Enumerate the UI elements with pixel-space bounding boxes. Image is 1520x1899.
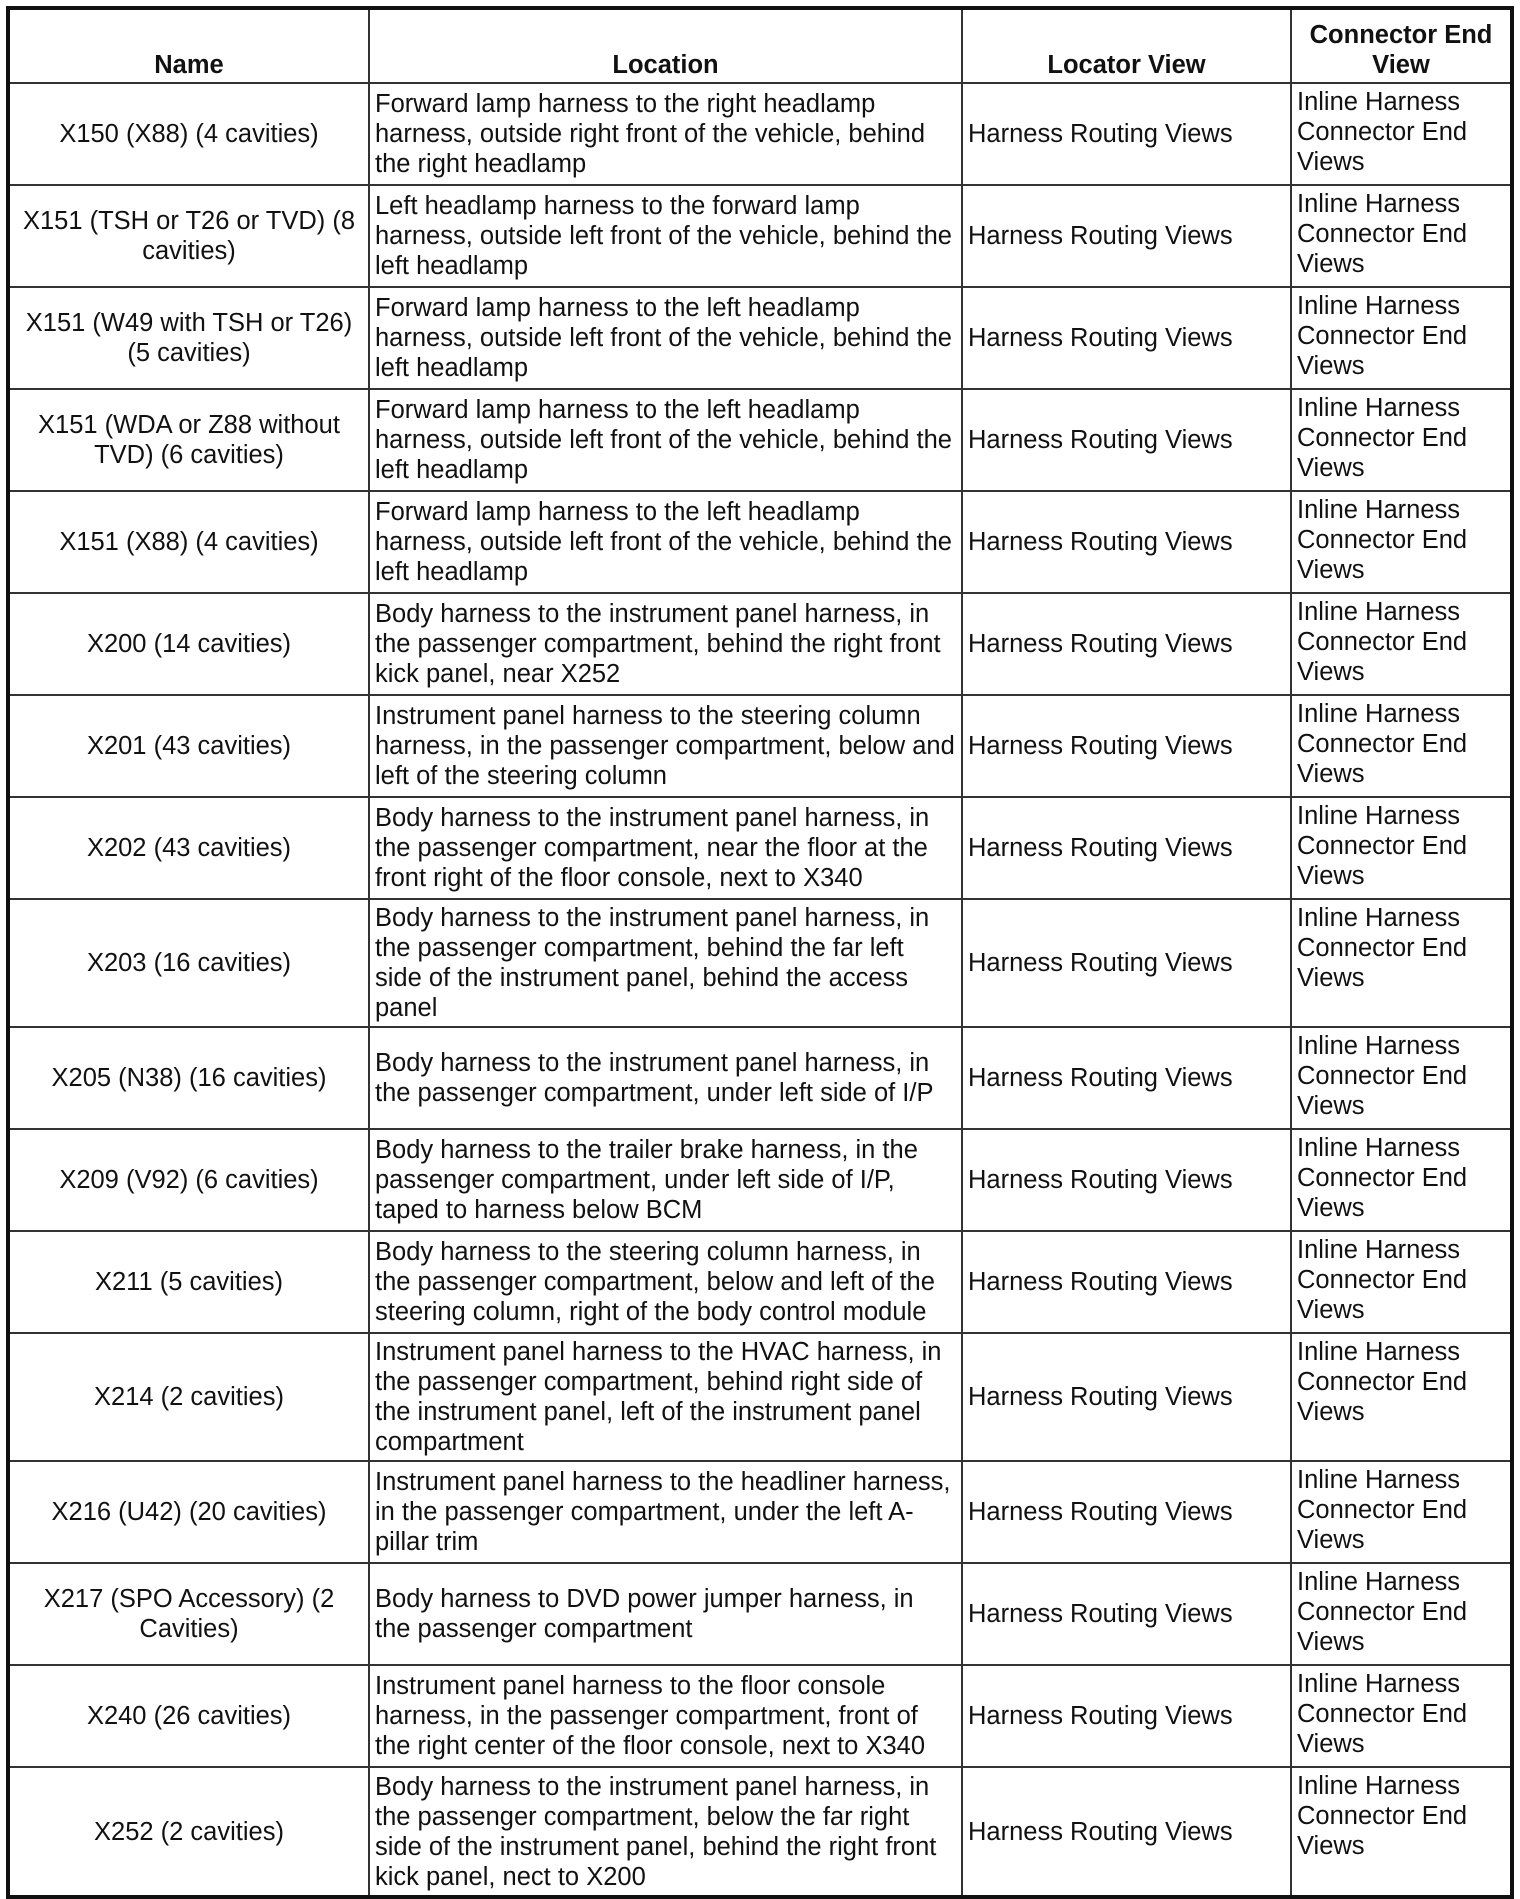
cell-location: Body harness to DVD power jumper harness, in the passenger compartment — [369, 1563, 962, 1665]
cell-connector-end-view: Inline Harness Connector End Views — [1291, 389, 1512, 491]
cell-connector-end-view: Inline Harness Connector End Views — [1291, 1129, 1512, 1231]
table-row — [8, 1333, 1512, 1461]
table-row — [8, 1129, 1512, 1231]
cell-location: Body harness to the instrument panel harness, in the passenger compartment, behind the right front kick panel, near X252 — [369, 593, 962, 695]
cell-name: X151 (TSH or T26 or TVD) (8 cavities) — [8, 185, 369, 287]
table-row — [8, 83, 1512, 185]
header-location: Location — [369, 8, 962, 83]
cell-location: Forward lamp harness to the left headlamp harness, outside left front of the vehicle, behind the left headlamp — [369, 389, 962, 491]
cell-connector-end-view: Inline Harness Connector End Views — [1291, 695, 1512, 797]
cell-locator-view: Harness Routing Views — [962, 899, 1291, 1027]
cell-name: X202 (43 cavities) — [8, 797, 369, 899]
cell-locator-view: Harness Routing Views — [962, 1129, 1291, 1231]
cell-name: X205 (N38) (16 cavities) — [8, 1027, 369, 1129]
connector-table — [6, 6, 1514, 1899]
cell-locator-view: Harness Routing Views — [962, 695, 1291, 797]
cell-location: Body harness to the trailer brake harness, in the passenger compartment, under left side of I/P, taped to harness below BCM — [369, 1129, 962, 1231]
cell-connector-end-view: Inline Harness Connector End Views — [1291, 83, 1512, 185]
cell-locator-view: Harness Routing Views — [962, 83, 1291, 185]
cell-locator-view: Harness Routing Views — [962, 1231, 1291, 1333]
table-row — [8, 797, 1512, 899]
header-row — [8, 8, 1512, 83]
cell-connector-end-view: Inline Harness Connector End Views — [1291, 1333, 1512, 1461]
table-row — [8, 185, 1512, 287]
cell-locator-view: Harness Routing Views — [962, 491, 1291, 593]
cell-name: X203 (16 cavities) — [8, 899, 369, 1027]
cell-locator-view: Harness Routing Views — [962, 287, 1291, 389]
cell-name: X240 (26 cavities) — [8, 1665, 369, 1767]
cell-location: Forward lamp harness to the left headlamp harness, outside left front of the vehicle, behind the left headlamp — [369, 491, 962, 593]
cell-name: X151 (W49 with TSH or T26) (5 cavities) — [8, 287, 369, 389]
cell-connector-end-view: Inline Harness Connector End Views — [1291, 1461, 1512, 1563]
cell-location: Body harness to the instrument panel harness, in the passenger compartment, behind the far left side of the instrument panel, behind the access panel — [369, 899, 962, 1027]
cell-name: X214 (2 cavities) — [8, 1333, 369, 1461]
cell-locator-view: Harness Routing Views — [962, 797, 1291, 899]
cell-locator-view: Harness Routing Views — [962, 1767, 1291, 1897]
table-row — [8, 695, 1512, 797]
cell-location: Body harness to the instrument panel harness, in the passenger compartment, below the far right side of the instrument panel, behind the right front kick panel, nect to X200 — [369, 1767, 962, 1897]
table-row — [8, 1231, 1512, 1333]
cell-connector-end-view: Inline Harness Connector End Views — [1291, 899, 1512, 1027]
cell-name: X216 (U42) (20 cavities) — [8, 1461, 369, 1563]
cell-location: Instrument panel harness to the floor console harness, in the passenger compartment, front of the right center of the floor console, next to X340 — [369, 1665, 962, 1767]
table-row — [8, 593, 1512, 695]
table-row — [8, 899, 1512, 1027]
cell-locator-view: Harness Routing Views — [962, 1027, 1291, 1129]
cell-name: X217 (SPO Accessory) (2 Cavities) — [8, 1563, 369, 1665]
cell-name: X150 (X88) (4 cavities) — [8, 83, 369, 185]
cell-name: X209 (V92) (6 cavities) — [8, 1129, 369, 1231]
table-row — [8, 1665, 1512, 1767]
cell-location: Forward lamp harness to the right headlamp harness, outside right front of the vehicle, behind the right headlamp — [369, 83, 962, 185]
cell-name: X200 (14 cavities) — [8, 593, 369, 695]
cell-locator-view: Harness Routing Views — [962, 185, 1291, 287]
cell-name: X201 (43 cavities) — [8, 695, 369, 797]
cell-location: Body harness to the instrument panel harness, in the passenger compartment, near the floor at the front right of the floor console, next to X340 — [369, 797, 962, 899]
cell-locator-view: Harness Routing Views — [962, 1461, 1291, 1563]
header-name: Name — [8, 8, 369, 83]
cell-locator-view: Harness Routing Views — [962, 389, 1291, 491]
cell-locator-view: Harness Routing Views — [962, 1563, 1291, 1665]
cell-location: Instrument panel harness to the HVAC harness, in the passenger compartment, behind right side of the instrument panel, left of the instrument panel compartment — [369, 1333, 962, 1461]
cell-location: Instrument panel harness to the steering column harness, in the passenger compartment, below and left of the steering column — [369, 695, 962, 797]
cell-connector-end-view: Inline Harness Connector End Views — [1291, 185, 1512, 287]
table-row — [8, 1563, 1512, 1665]
cell-locator-view: Harness Routing Views — [962, 1333, 1291, 1461]
cell-connector-end-view: Inline Harness Connector End Views — [1291, 287, 1512, 389]
table-row — [8, 1461, 1512, 1563]
cell-connector-end-view: Inline Harness Connector End Views — [1291, 1767, 1512, 1897]
cell-location: Left headlamp harness to the forward lamp harness, outside left front of the vehicle, behind the left headlamp — [369, 185, 962, 287]
cell-location: Body harness to the instrument panel harness, in the passenger compartment, under left side of I/P — [369, 1027, 962, 1129]
table-row — [8, 1027, 1512, 1129]
header-connector-end-view: Connector End View — [1291, 8, 1512, 83]
cell-connector-end-view: Inline Harness Connector End Views — [1291, 1665, 1512, 1767]
cell-locator-view: Harness Routing Views — [962, 593, 1291, 695]
cell-location: Body harness to the steering column harness, in the passenger compartment, below and left of the steering column, right of the body control module — [369, 1231, 962, 1333]
cell-connector-end-view: Inline Harness Connector End Views — [1291, 491, 1512, 593]
cell-connector-end-view: Inline Harness Connector End Views — [1291, 1027, 1512, 1129]
table-row — [8, 491, 1512, 593]
cell-connector-end-view: Inline Harness Connector End Views — [1291, 1231, 1512, 1333]
cell-connector-end-view: Inline Harness Connector End Views — [1291, 797, 1512, 899]
header-locator-view: Locator View — [962, 8, 1291, 83]
cell-location: Instrument panel harness to the headliner harness, in the passenger compartment, under the left A-pillar trim — [369, 1461, 962, 1563]
table-body — [8, 83, 1512, 1897]
cell-connector-end-view: Inline Harness Connector End Views — [1291, 1563, 1512, 1665]
table-row — [8, 389, 1512, 491]
table-row — [8, 287, 1512, 389]
cell-name: X151 (X88) (4 cavities) — [8, 491, 369, 593]
cell-location: Forward lamp harness to the left headlamp harness, outside left front of the vehicle, behind the left headlamp — [369, 287, 962, 389]
cell-name: X151 (WDA or Z88 without TVD) (6 cavities) — [8, 389, 369, 491]
cell-locator-view: Harness Routing Views — [962, 1665, 1291, 1767]
table-row — [8, 1767, 1512, 1897]
cell-connector-end-view: Inline Harness Connector End Views — [1291, 593, 1512, 695]
cell-name: X252 (2 cavities) — [8, 1767, 369, 1897]
cell-name: X211 (5 cavities) — [8, 1231, 369, 1333]
